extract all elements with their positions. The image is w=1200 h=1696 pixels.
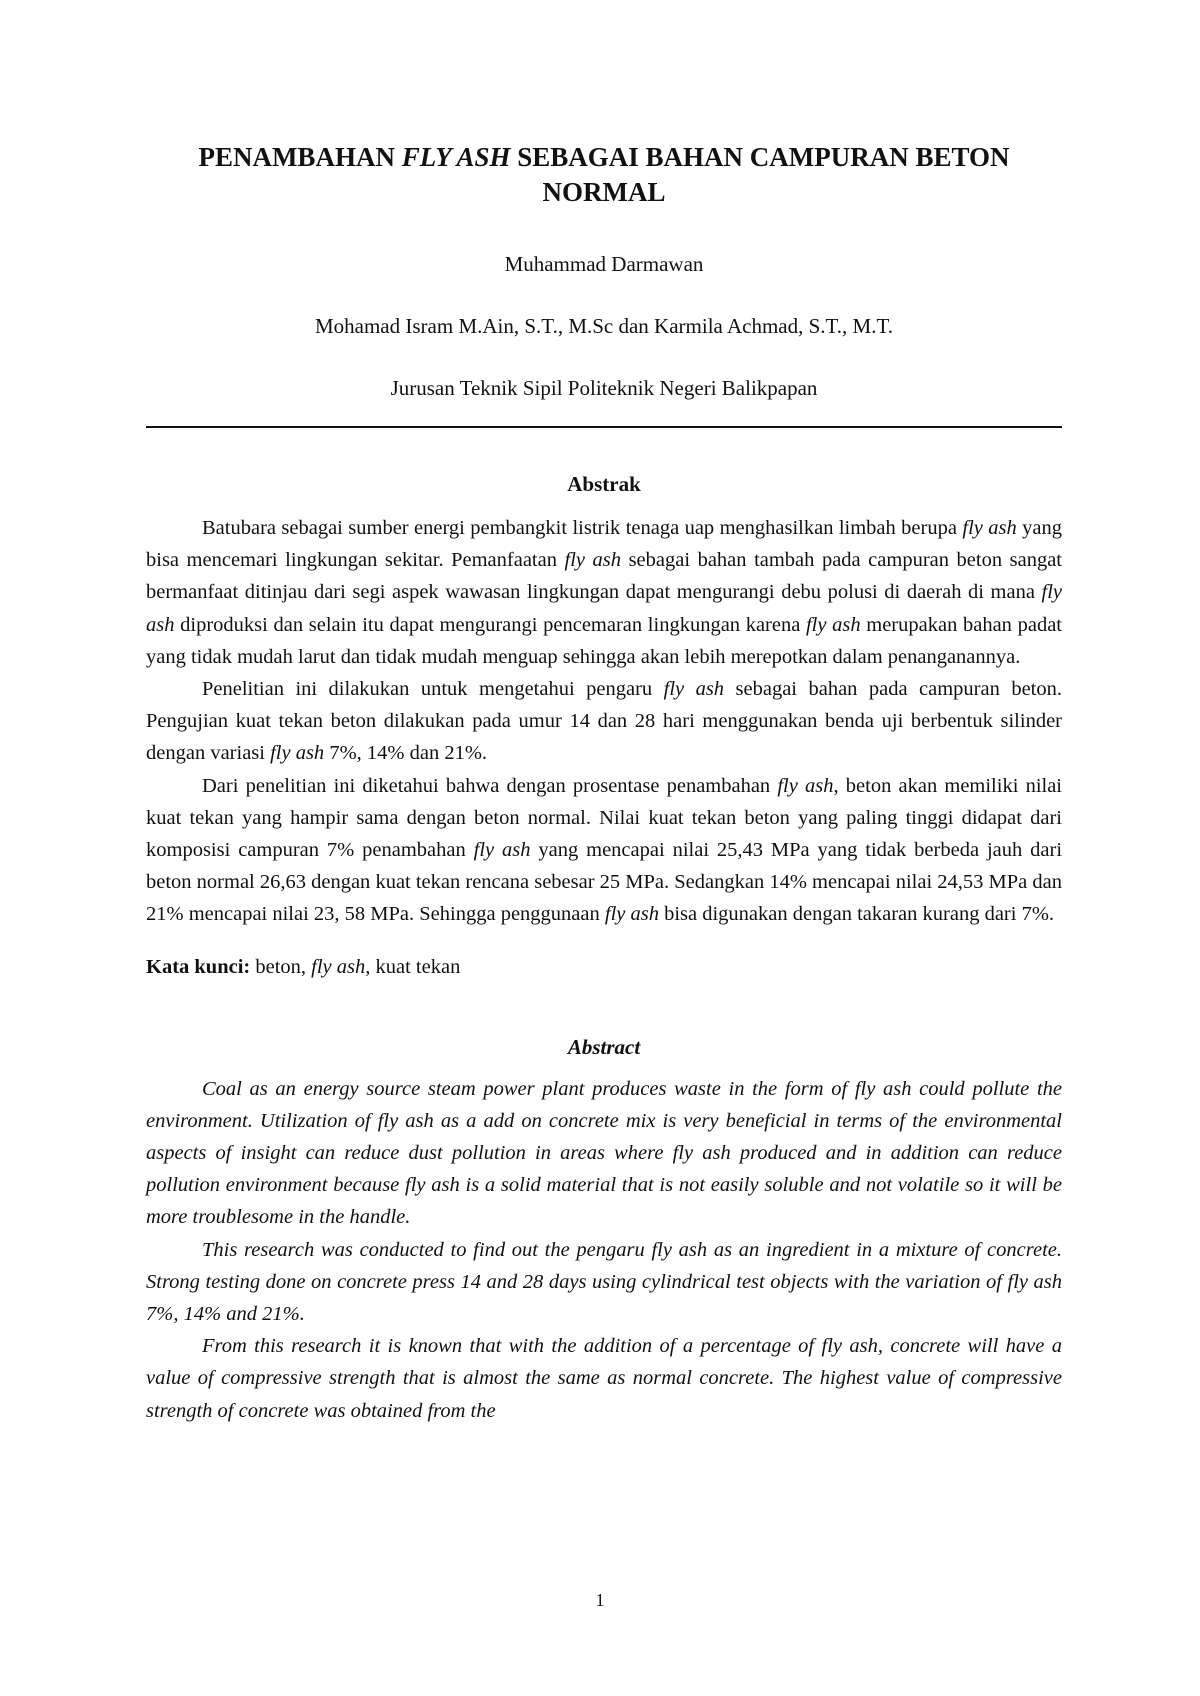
affiliation: Jurusan Teknik Sipil Politeknik Negeri Balikpapan [390,376,818,400]
abstract-body [146,1073,1062,1427]
text-run: yang bisa mencemari lingkungan sekitar. Pemanfaatan [146,517,1063,572]
text-run: sebagai bahan pada campuran beton. Pengujian kuat tekan beton dilakukan pada umur 14 dan 28 hari menggunakan benda uji berbentuk silinder dengan variasi [146,678,1062,765]
abstract-paragraph-1: Coal as an energy source steam power plant produces waste in the form of fly ash could pollute the environment. Utilization of fly ash as a add on concrete mix is very beneficial in terms of the environmental aspects of insight can reduce dust pollution in areas where fly ash produced and in addition can reduce pollution environment because fly ash is a solid material that is not easily soluble and not volatile so it will be more troublesome in the handle. [146,1077,1062,1229]
header-divider [146,426,1062,428]
text-run: merupakan bahan padat yang tidak mudah larut dan tidak mudah menguap sehingga akan lebih merepotkan dalam penanganannya. [146,613,1062,668]
italic-term: fly ash [473,839,531,862]
italic-term: fly ash [604,903,659,926]
text-run: Penelitian ini dilakukan untuk mengetahui pengaru [202,678,664,701]
title-text-a: PENAMBAHAN [198,142,402,172]
italic-term: fly ash [270,742,325,765]
text-run: sebagai bahan tambah pada campuran beton sangat bermanfaat ditinjau dari segi aspek wawasan lingkungan dapat mengurangi debu polusi di daerah di mana [146,549,1062,604]
italic-term: fly ash [805,613,861,636]
abstrak-body [146,512,1062,931]
title-line-2: NORMAL [542,177,666,207]
abstrak-paragraph-2 [146,673,1062,770]
text-run: Dari penelitian ini diketahui bahwa dengan prosentase penambahan [202,774,778,797]
text-run: yang mencapai nilai 25,43 MPa yang tidak berbeda jauh dari beton normal 26,63 dengan kuat tekan rencana sebesar 25 MPa. Sedangkan 14% mencapai nilai 24,53 MPa dan 21% mencapai nilai 23, 58 MPa. Sehingga penggunaan [146,839,1063,926]
italic-term: fly ash [146,581,1062,636]
abstract-paragraph-3: From this research it is known that with the addition of a percentage of fly ash, concrete will have a value of compressive strength that is almost the same as normal concrete. The highest value of compressive strength of concrete was obtained from the [146,1335,1062,1422]
italic-term: fly ash [962,517,1017,539]
keyword-italic: fly ash [311,955,366,978]
text-run: Batubara sebagai sumber energi pembangkit listrik tenaga uap menghasilkan limbah berupa [202,517,963,539]
keyword-text: , kuat tekan [365,955,461,978]
text-run: , beton akan memiliki nilai kuat tekan yang hampir sama dengan beton normal. Nilai kuat tekan beton yang paling tinggi didapat dari komposisi campuran 7% penambahan [146,774,1063,862]
italic-term: fly ash [564,549,622,572]
keywords-label: Kata kunci: [146,955,251,978]
keyword-text: beton, [250,955,312,978]
title-line-1 [146,140,1062,175]
text-run: bisa digunakan dengan takaran kurang dari 7%. [658,903,1055,926]
italic-term: fly ash [777,774,834,797]
page-content [146,140,1062,1427]
italic-term: fly ash [663,678,725,701]
paper-title [146,140,1062,210]
abstract-heading: Abstract [567,1034,641,1059]
text-run: 7%, 14% dan 21%. [324,742,488,765]
title-text-b: SEBAGAI BAHAN CAMPURAN BETON [510,142,1010,172]
text-run: diproduksi dan selain itu dapat mengurangi pencemaran lingkungan karena [174,613,806,636]
abstrak-heading: Abstrak [567,472,641,496]
abstract-paragraph-2: This research was conducted to find out the pengaru fly ash as an ingredient in a mixture of concrete. Strong testing done on concrete press 14 and 28 days using cylindrical test objects with the variation of fly ash 7%, 14% and 21%. [146,1238,1062,1326]
page-number: 1 [595,1590,605,1610]
supervisors: Mohamad Isram M.Ain, S.T., M.Sc dan Karmila Achmad, S.T., M.T. [314,314,893,338]
title-italic-term: FLY ASH [401,142,511,172]
author-name: Muhammad Darmawan [504,252,704,276]
abstrak-paragraph-3 [146,770,1062,931]
abstrak-paragraph-1 [146,512,1062,673]
keywords [146,953,1062,981]
